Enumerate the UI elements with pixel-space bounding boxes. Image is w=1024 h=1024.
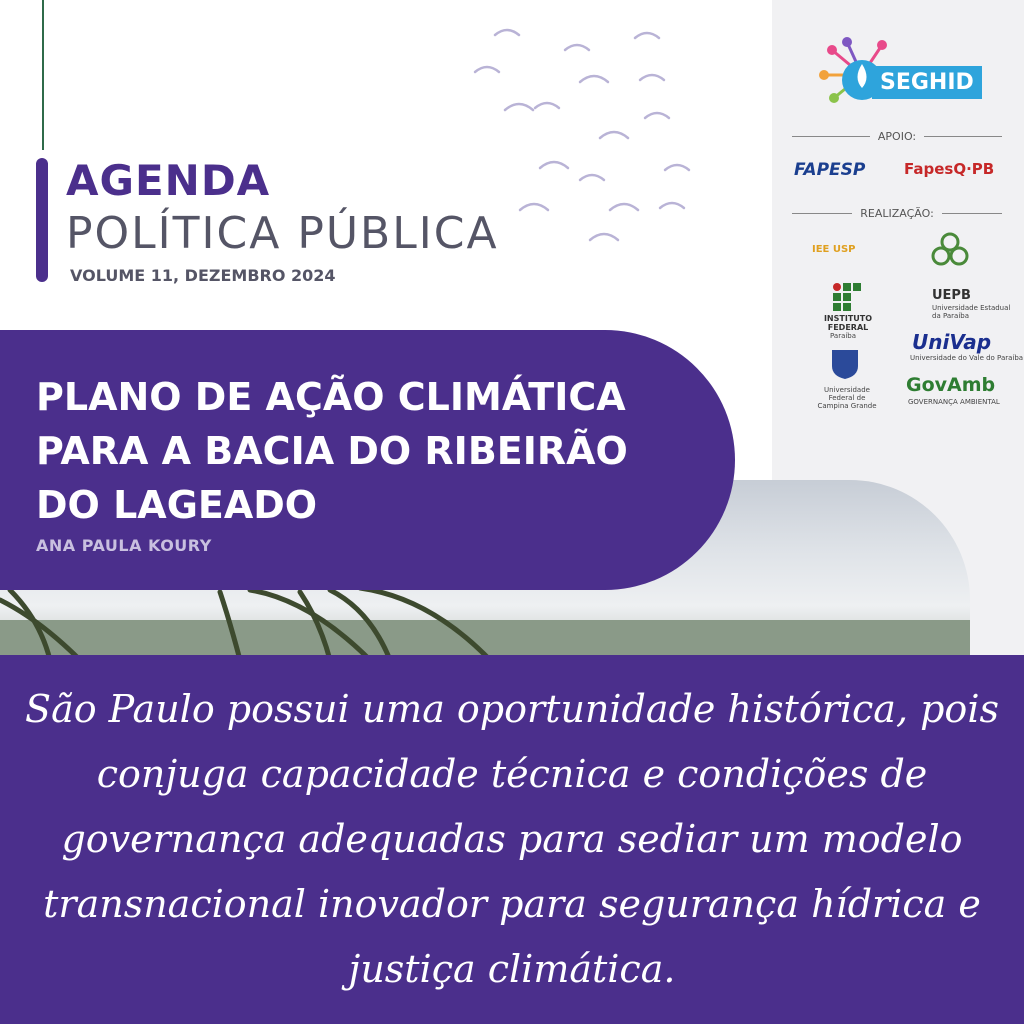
unb-logo-icon (930, 232, 970, 268)
title-accent-bar (36, 158, 48, 282)
realizacao-divider (792, 207, 1002, 220)
if-logo-sub: Paraíba (830, 332, 857, 340)
uepb-logo: UEPB (932, 288, 971, 303)
uepb-logo-sub: Universidade Estadual da Paraíba (932, 304, 1011, 320)
univap-logo-sub: Universidade do Vale do Paraíba (910, 354, 1024, 362)
author-name: ANA PAULA KOURY (36, 536, 212, 555)
quote-panel (0, 655, 1024, 1024)
quote-text: São Paulo possui uma oportunidade histórica, pois conjuga capacidade técnica e condições de governança adequadas para sediar um modelo transnacional inovador para segurança hídrica e justiça climática. (25, 687, 999, 991)
ufcg-logo-icon (830, 348, 860, 380)
if-logo-icon (832, 282, 862, 312)
fapesp-logo: FAPESP (794, 160, 866, 180)
govamb-logo: GovAmb (906, 374, 996, 396)
univap-logo: UniVap (912, 330, 992, 354)
bird-flock-icon (460, 10, 760, 250)
ufcg-logo-sub: Universidade Federal de Campina Grande (817, 386, 877, 410)
decorative-line (42, 0, 44, 150)
apoio-divider (792, 130, 1002, 143)
volume-label: VOLUME 11, DEZEMBRO 2024 (70, 266, 336, 285)
apoio-label: APOIO: (877, 130, 917, 143)
title-card (0, 330, 735, 590)
series-subtitle: POLÍTICA PÚBLICA (66, 208, 499, 259)
seghid-brand: SEGHID (872, 66, 982, 99)
iee-usp-logo: IEE USP (812, 244, 856, 255)
document-title: PLANO DE AÇÃO CLIMÁTICA PARA A BACIA DO RIBEIRÃO DO LAGEADO (36, 375, 628, 527)
fapesq-logo: FapesQ·PB (904, 160, 995, 178)
series-title: AGENDA (66, 156, 271, 205)
realizacao-label: REALIZAÇÃO: (860, 207, 934, 220)
govamb-logo-sub: GOVERNANÇA AMBIENTAL (908, 398, 1000, 406)
if-logo-text: INSTITUTO FEDERAL (823, 314, 873, 332)
